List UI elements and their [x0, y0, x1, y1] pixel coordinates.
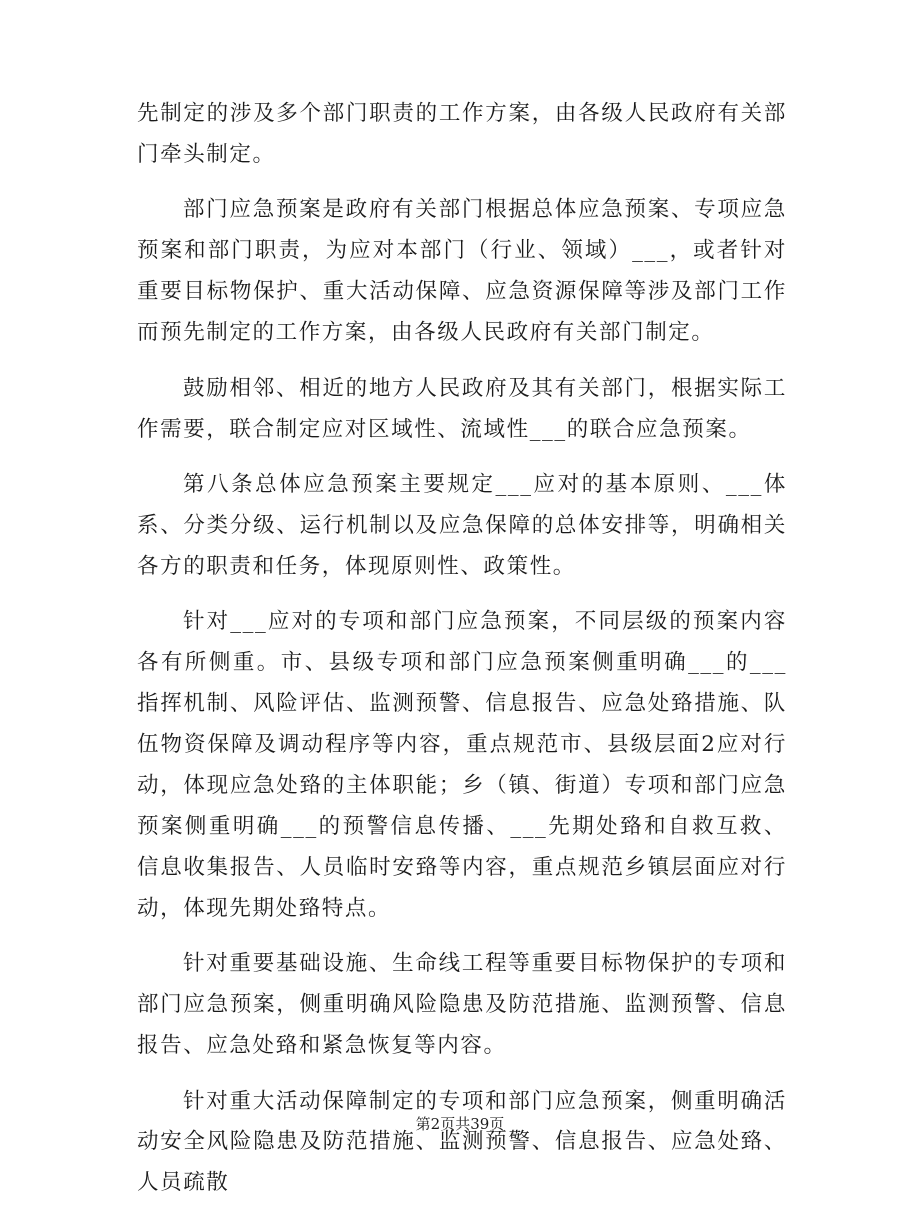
paragraph-5: 针对___应对的专项和部门应急预案，不同层级的预案内容各有所侧重。市、县级专项和部门应急预案侧重明确___的___指挥机制、风险评估、监测预警、信息报告、应急处臵措施、队伍物资保障及调动程序等内容，重点规范市、县级层面2应对行动，体现应急处臵的主体职能；乡（镇、街道）专项和部门应急预案侧重明确___的预警信息传播、___先期处臵和自救互救、信息收集报告、人员临时安臵等内容，重点规范乡镇层面应对行动，体现先期处臵特点。	[137, 609, 787, 921]
paragraph-7: 针对重大活动保障制定的专项和部门应急预案，侧重明确活动安全风险隐患及防范措施、监测预警、信息报告、应急处臵、人员疏散	[137, 1088, 787, 1196]
paragraph-1: 先制定的涉及多个部门职责的工作方案，由各级人民政府有关部门牵头制定。	[137, 101, 787, 167]
page-number: 第2页共39页	[415, 1115, 505, 1133]
paragraph-2: 部门应急预案是政府有关部门根据总体应急预案、专项应急预案和部门职责，为应对本部门（行业、领域）___，或者针对重要目标物保护、重大活动保障、应急资源保障等涉及部门工作而预先制定的工作方案，由各级人民政府有关部门制定。	[137, 197, 787, 346]
document-body	[137, 94, 787, 1219]
paragraph-3: 鼓励相邻、相近的地方人民政府及其有关部门，根据实际工作需要，联合制定应对区域性、流域性___的联合应急预案。	[137, 375, 787, 442]
paragraph-4: 第八条总体应急预案主要规定___应对的基本原则、___体系、分类分级、运行机制以及应急保障的总体安排等，明确相关各方的职责和任务，体现原则性、政策性。	[137, 472, 787, 579]
paragraph-6: 针对重要基础设施、生命线工程等重要目标物保护的专项和部门应急预案，侧重明确风险隐患及防范措施、监测预警、信息报告、应急处臵和紧急恢复等内容。	[137, 951, 787, 1058]
